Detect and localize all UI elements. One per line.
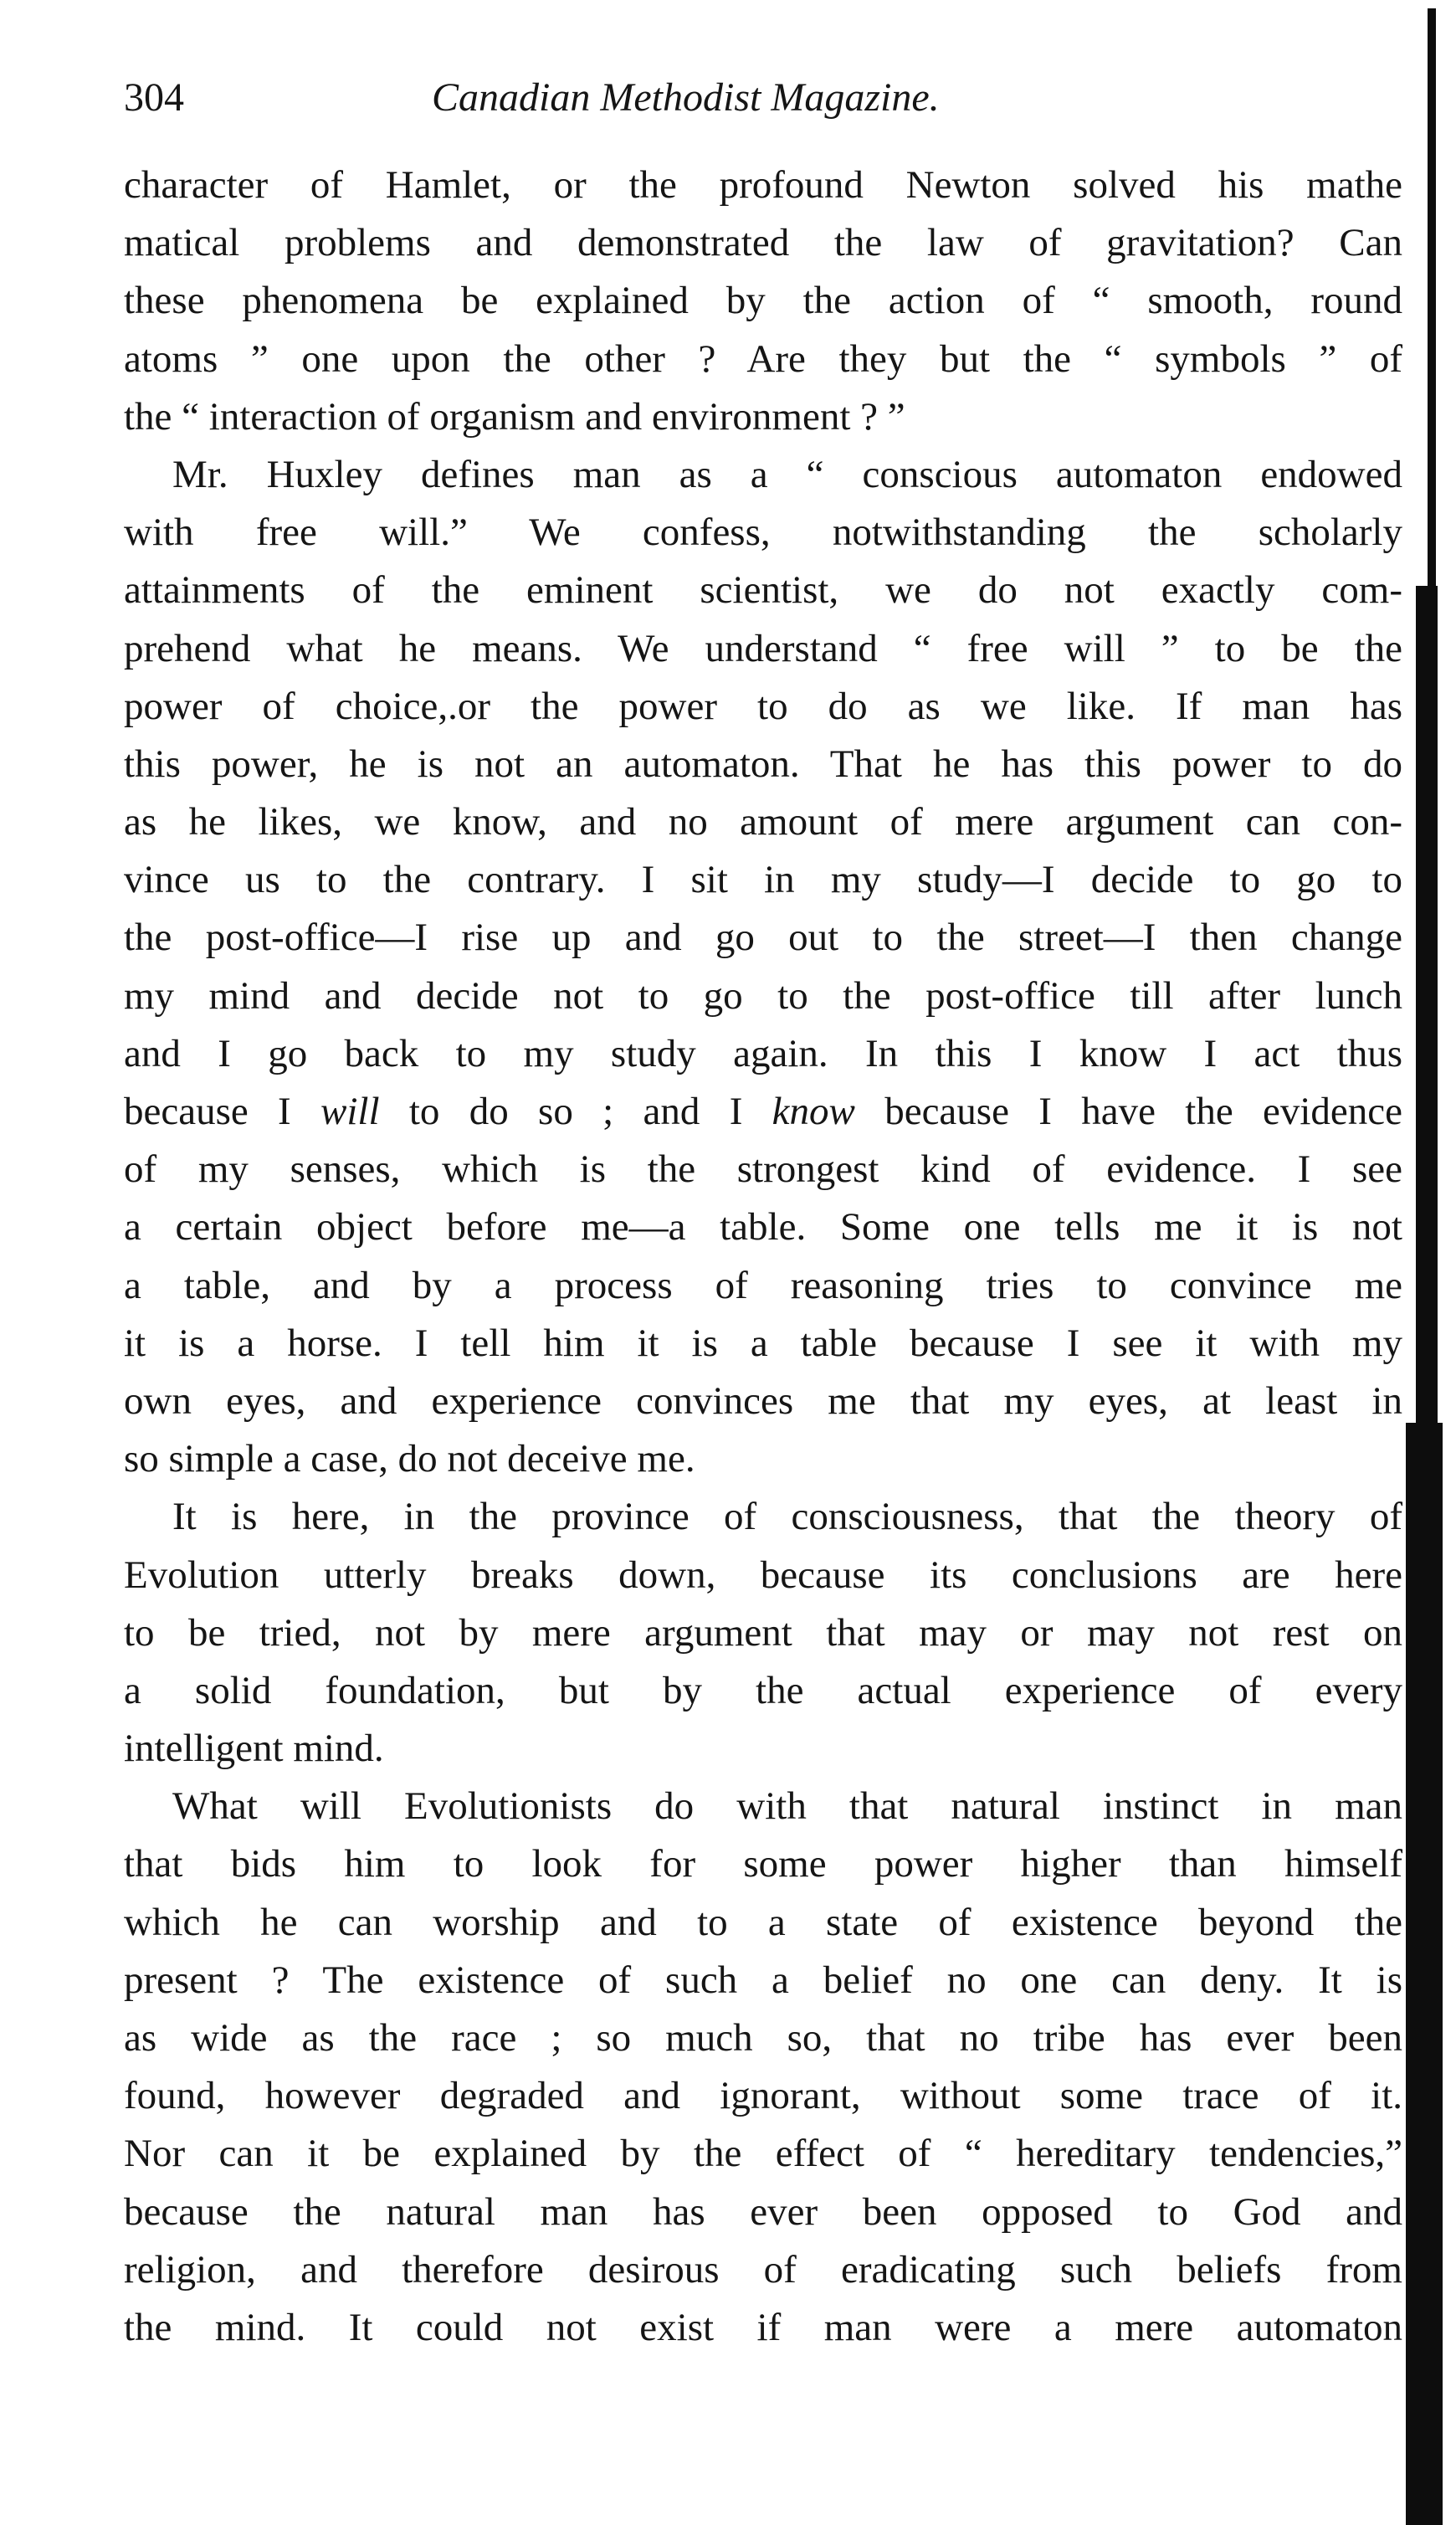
- text-line: found, however degraded and ignorant, without some trace of it.: [124, 2074, 1402, 2118]
- text-line: own eyes, and experience convinces me that my eyes, at least in: [124, 1378, 1402, 1423]
- text-line: which he can worship and to a state of existence beyond the: [124, 1900, 1402, 1944]
- text-line: and I go back to my study again. In this I know I act thus: [124, 1031, 1402, 1075]
- text-line: the “ interaction of organism and environment ? ”: [124, 394, 905, 439]
- italic-word: know: [772, 1090, 855, 1133]
- text-segment: to do so ; and I: [379, 1090, 772, 1133]
- text-line: of my senses, which is the strongest kind of evidence. I see: [124, 1147, 1402, 1192]
- text-line: to be tried, not by mere argument that may or may not rest on: [124, 1610, 1402, 1655]
- text-segment: because I: [124, 1090, 321, 1133]
- text-line: prehend what he means. We understand “ free will ” to be the: [124, 626, 1402, 670]
- binding-shadow: [1416, 586, 1438, 1423]
- text-line: it is a horse. I tell him it is a table because I see it with my: [124, 1321, 1402, 1365]
- text-line: power of choice,.or the power to do as we like. If man has: [124, 684, 1402, 728]
- text-line: because the natural man has ever been opposed to God and: [124, 2189, 1402, 2234]
- text-line: that bids him to look for some power higher than himself: [124, 1842, 1402, 1886]
- text-line: as he likes, we know, and no amount of mere argument can con-: [124, 800, 1402, 844]
- text-segment: because I have the evidence: [854, 1090, 1402, 1133]
- text-line: the post-office—I rise up and go out to the street—I then change: [124, 916, 1402, 960]
- text-line: a certain object before me—a table. Some one tells me it is not: [124, 1205, 1402, 1250]
- text-line: a table, and by a process of reasoning tries to convince me: [124, 1263, 1402, 1307]
- text-line: intelligent mind.: [124, 1727, 384, 1771]
- text-line: attainments of the eminent scientist, we do not exactly com-: [124, 568, 1402, 613]
- body-text: [124, 157, 1402, 2357]
- text-line: character of Hamlet, or the profound Newton solved his mathe: [124, 163, 1402, 207]
- page-number: 304: [124, 75, 184, 120]
- text-line: present ? The existence of such a belief no one can deny. It is: [124, 1958, 1402, 2002]
- text-line: atoms ” one upon the other ? Are they but the “ symbols ” of: [124, 336, 1402, 381]
- text-line: this power, he is not an automaton. That he has this power to do: [124, 742, 1402, 786]
- text-line: the mind. It could not exist if man were a mere automaton: [124, 2305, 1402, 2349]
- text-line: Mr. Huxley defines man as a “ conscious automaton endowed: [172, 452, 1402, 496]
- text-line: matical problems and demonstrated the law of gravitation? Can: [124, 221, 1402, 265]
- text-line: vince us to the contrary. I sit in my study—I decide to go to: [124, 858, 1402, 902]
- text-line: my mind and decide not to go to the post-office till after lunch: [124, 973, 1402, 1018]
- binding-shadow: [1406, 1423, 1443, 2525]
- running-title: Canadian Methodist Magazine.: [432, 75, 940, 120]
- text-line: Evolution utterly breaks down, because its conclusions are here: [124, 1552, 1402, 1597]
- text-line: so simple a case, do not deceive me.: [124, 1437, 695, 1481]
- text-line: What will Evolutionists do with that natural instinct in man: [172, 1784, 1402, 1829]
- text-line: these phenomena be explained by the action of “ smooth, round: [124, 279, 1402, 323]
- text-line: with free will.” We confess, notwithstanding the scholarly: [124, 511, 1402, 555]
- text-line: [124, 1083, 1402, 1141]
- text-line: Nor can it be explained by the effect of “ hereditary tendencies,”: [124, 2132, 1402, 2176]
- italic-word: will: [320, 1090, 380, 1133]
- text-line: religion, and therefore desirous of eradicating such beliefs from: [124, 2247, 1402, 2291]
- page-header: [124, 69, 1412, 127]
- text-line: a solid foundation, but by the actual experience of every: [124, 1668, 1402, 1712]
- text-line: It is here, in the province of consciousness, that the theory of: [172, 1495, 1402, 1539]
- text-line: as wide as the race ; so much so, that no tribe has ever been: [124, 2016, 1402, 2060]
